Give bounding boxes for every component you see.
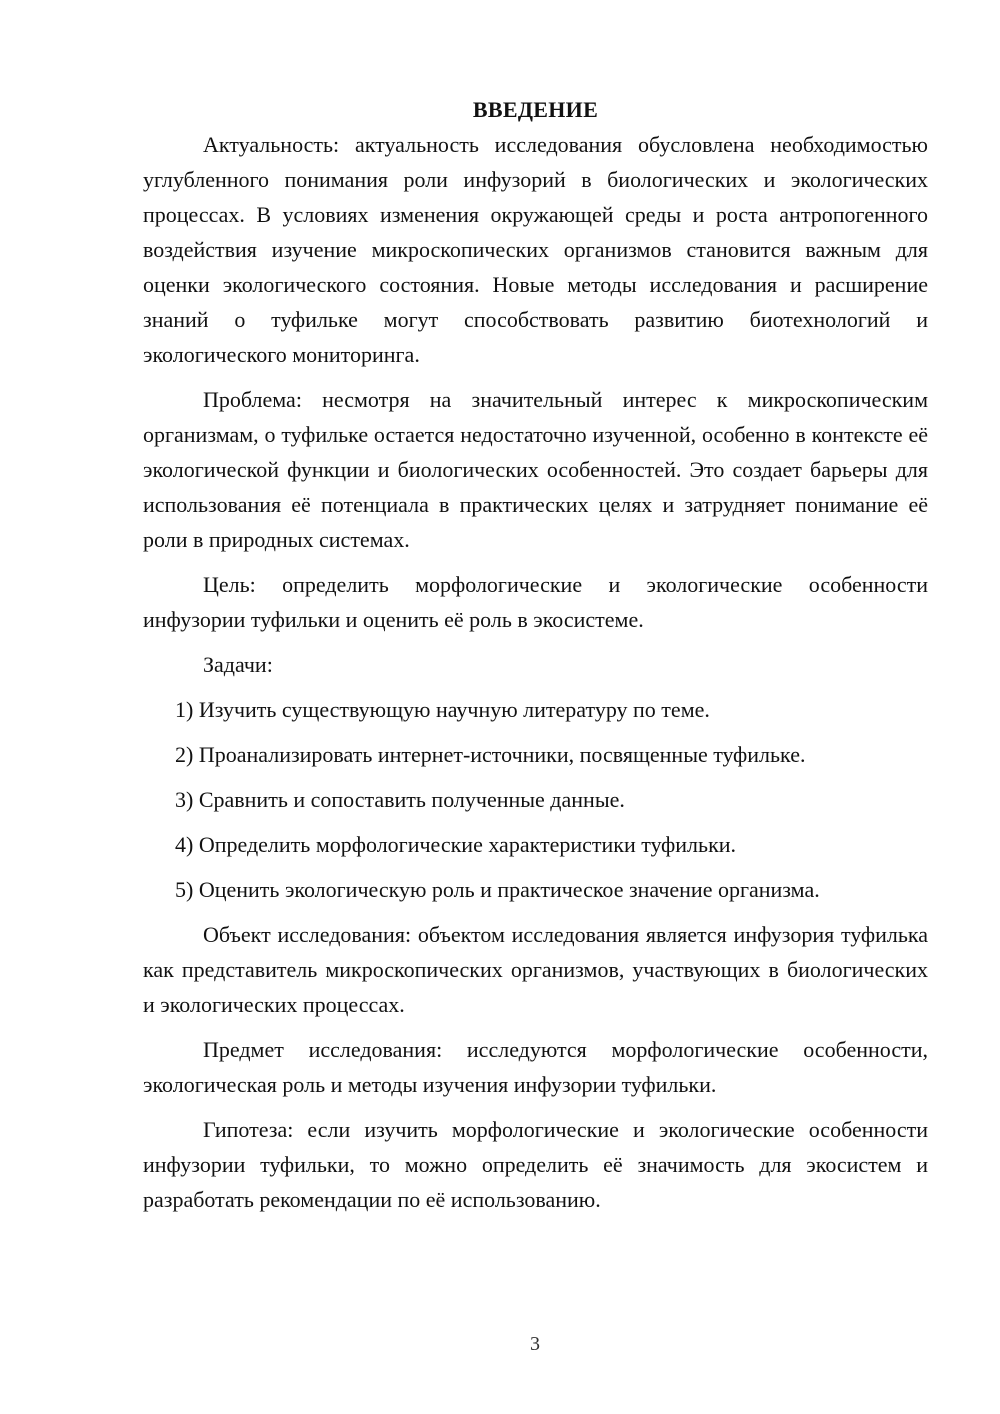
document-page: [143, 92, 928, 1227]
task-item-3: 3) Сравнить и сопоставить полученные данные.: [175, 787, 625, 812]
subject-paragraph: Предмет исследования: исследуются морфологические особенности, экологическая роль и методы изучения инфузории туфильки.: [143, 1037, 928, 1097]
problem-paragraph: Проблема: несмотря на значительный интерес к микроскопическим организмам, о туфильке остается недостаточно изученной, особенно в контексте её экологической функции и биологических особенностей. Это создает барьеры для использования её потенциала в практических целях и затрудняет понимание её роли в природных системах.: [143, 387, 928, 552]
goal-paragraph: Цель: определить морфологические и экологические особенности инфузории туфильки и оценить её роль в экосистеме.: [143, 572, 928, 632]
object-paragraph: Объект исследования: объектом исследования является инфузория туфилька как представитель микроскопических организмов, участвующих в биологических и экологических процессах.: [143, 922, 928, 1017]
task-item-2: 2) Проанализировать интернет-источники, посвященные туфильке.: [175, 742, 806, 767]
task-list: [143, 692, 928, 907]
tasks-label: Задачи:: [203, 652, 273, 677]
task-item-4: 4) Определить морфологические характеристики туфильки.: [175, 832, 737, 857]
hypothesis-paragraph: Гипотеза: если изучить морфологические и экологические особенности инфузории туфильки, то можно определить её значимость для экосистем и разработать рекомендации по её использованию.: [143, 1117, 928, 1212]
section-title: ВВЕДЕНИЕ: [472, 97, 599, 122]
relevance-paragraph: Актуальность: актуальность исследования обусловлена необходимостью углубленного понимания роли инфузорий в биологических и экологических процессах. В условиях изменения окружающей среды и роста антропогенного воздействия изучение микроскопических организмов становится важным для оценки экологического состояния. Новые методы исследования и расширение знаний о туфильке могут способствовать развитию биотехнологий и экологического мониторинга.: [143, 132, 928, 367]
page-number: 3: [530, 1333, 540, 1355]
task-item-5: 5) Оценить экологическую роль и практическое значение организма.: [175, 877, 820, 902]
task-item-1: 1) Изучить существующую научную литературу по теме.: [175, 697, 710, 722]
